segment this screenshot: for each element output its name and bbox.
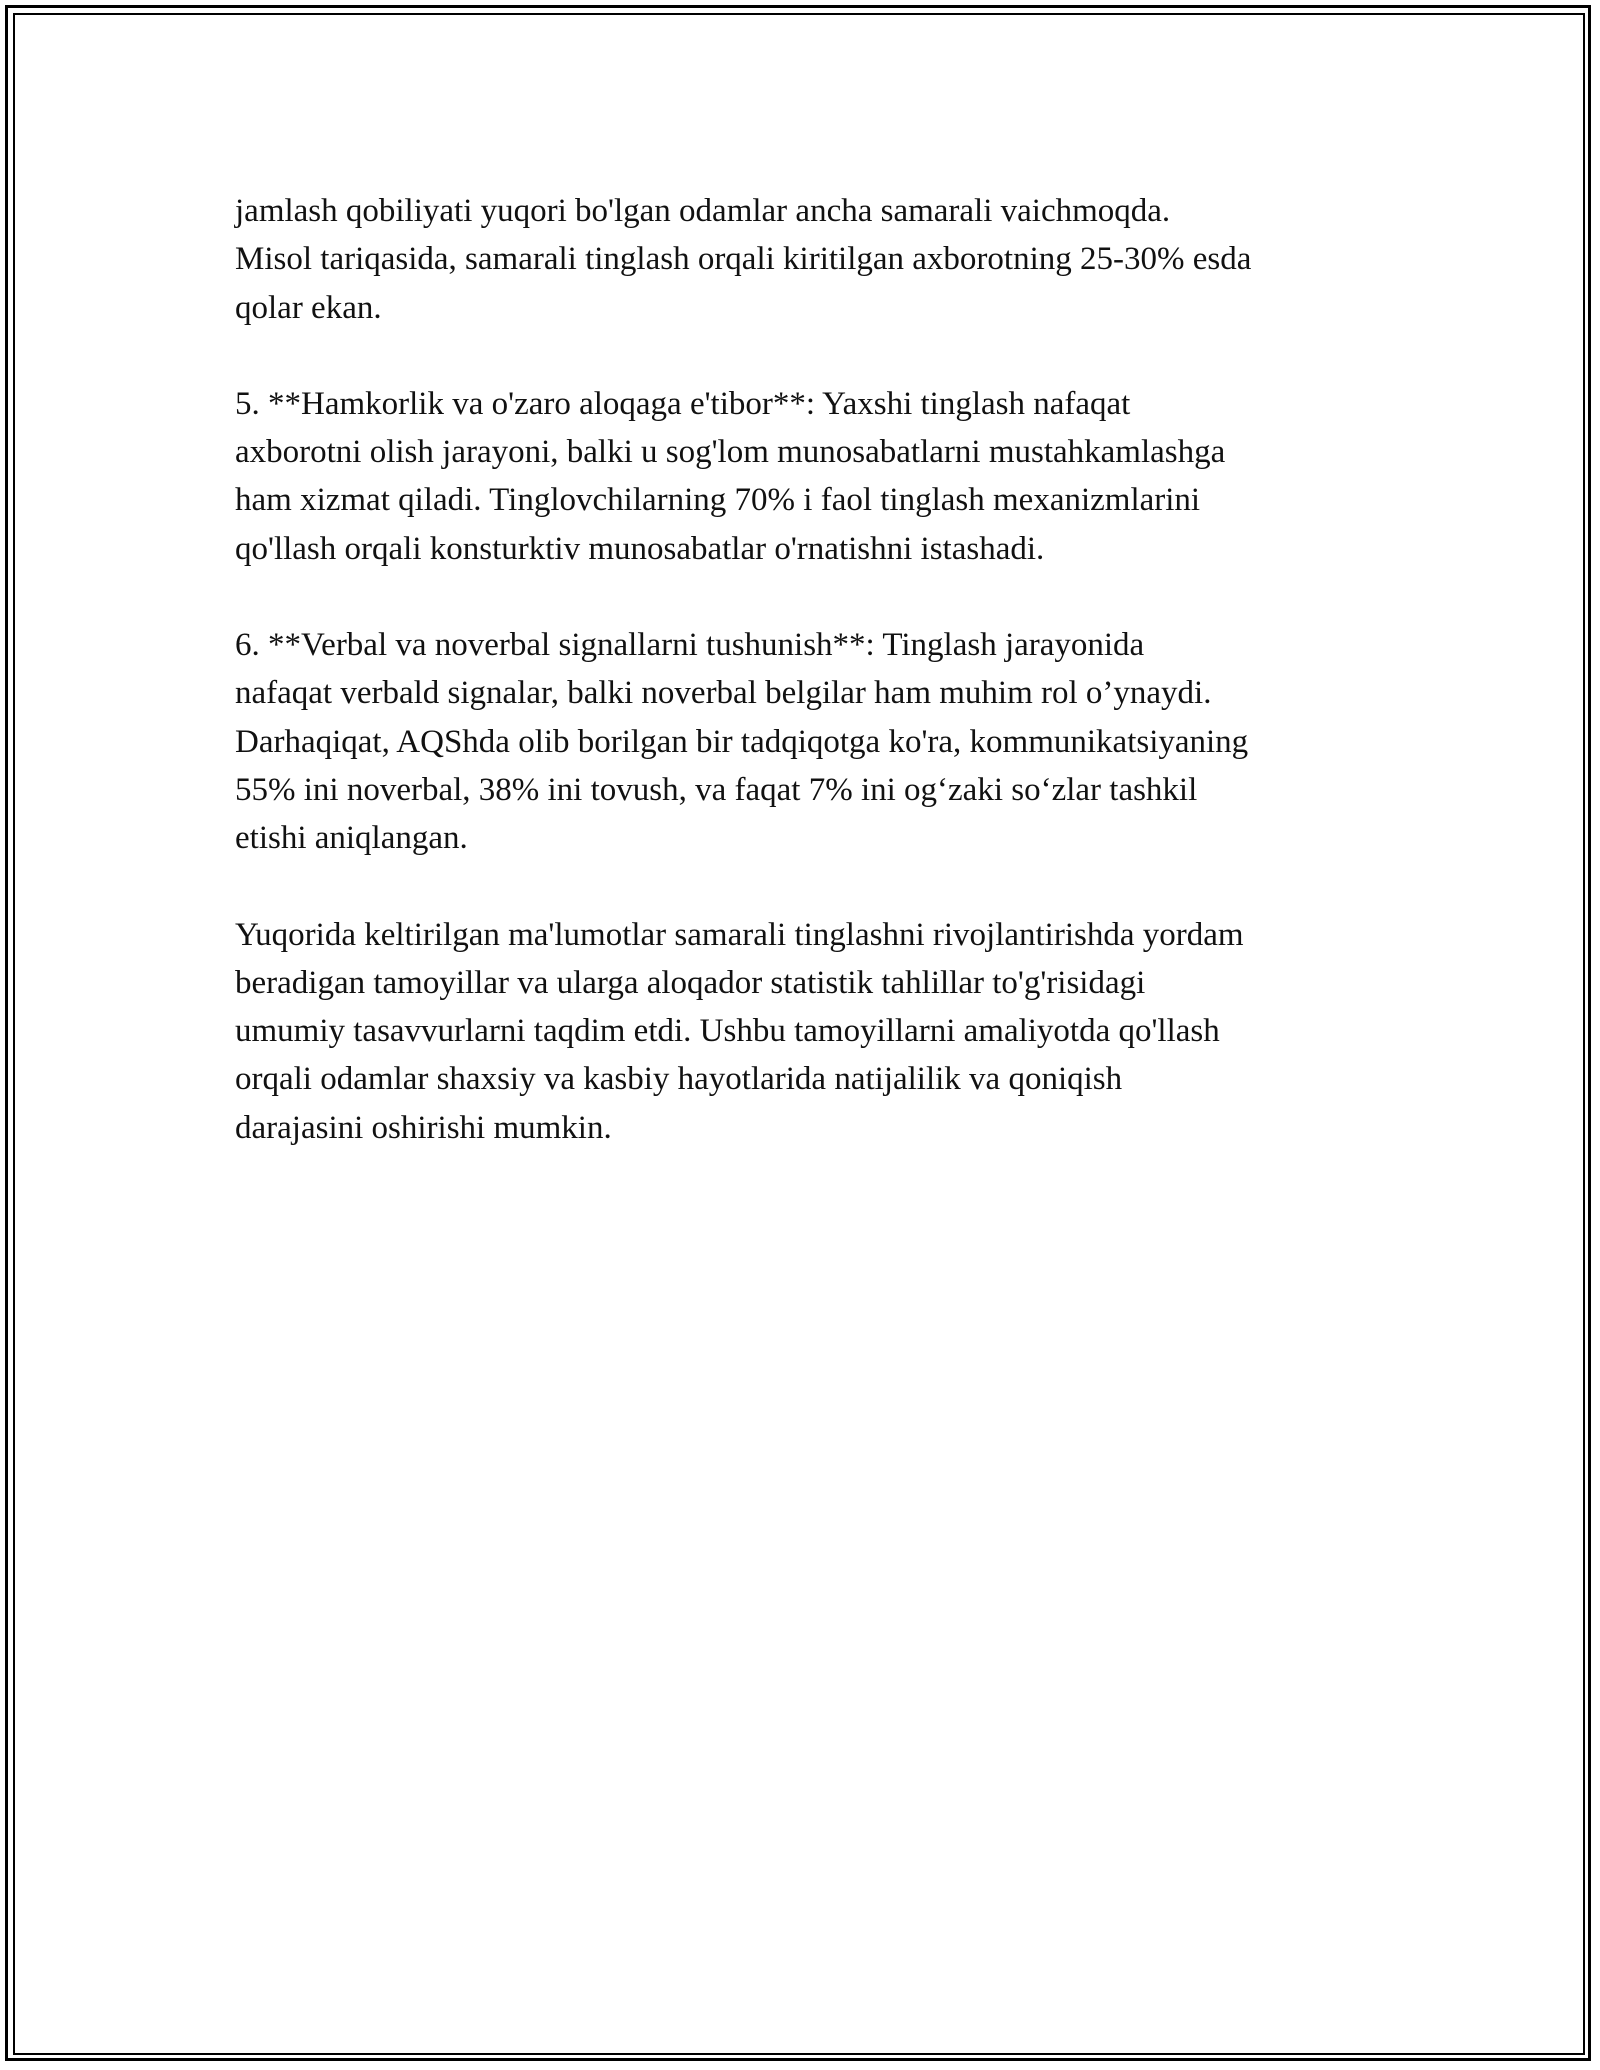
- text-line: Darhaqiqat, AQShda olib borilgan bir tadqiqotga ko'ra, kommunikatsiyaning: [235, 723, 1249, 760]
- paragraph-continuation: [235, 187, 1395, 332]
- text-line: nafaqat verbald signalar, balki noverbal belgilar ham muhim rol o’ynaydi.: [235, 675, 1212, 712]
- text-line: ham xizmat qiladi. Tinglovchilarning 70% i faol tinglash mexanizmlarini: [235, 482, 1201, 519]
- text-line: darajasini oshirishi mumkin.: [235, 1109, 612, 1146]
- text-line: etishi aniqlangan.: [235, 820, 468, 857]
- text-line: 55% ini noverbal, 38% ini tovush, va faqat 7% ini og‘zaki so‘zlar tashkil: [235, 771, 1198, 808]
- text-line: axborotni olish jarayoni, balki u sog'lom munosabatlarni mustahkamlashga: [235, 434, 1226, 471]
- text-line: qo'llash orqali konsturktiv munosabatlar o'rnatishni istashadi.: [235, 530, 1045, 567]
- text-line: orqali odamlar shaxsiy va kasbiy hayotlarida natijalilik va qoniqish: [235, 1061, 1123, 1098]
- text-line: jamlash qobiliyati yuqori bo'lgan odamlar ancha samarali vaichmoqda.: [235, 193, 1171, 229]
- paragraph-item-5: [235, 380, 1395, 573]
- paragraph-conclusion: [235, 911, 1395, 1152]
- text-line: umumiy tasavvurlarni taqdim etdi. Ushbu tamoyillarni amaliyotda qo'llash: [235, 1013, 1220, 1050]
- document-body: [235, 187, 1395, 1200]
- text-line: 6. **Verbal va noverbal signallarni tushunish**: Tinglash jarayonida: [235, 627, 1145, 664]
- paragraph-item-6: [235, 621, 1395, 862]
- text-line: Misol tariqasida, samarali tinglash orqali kiritilgan axborotning 25-30% esda: [235, 241, 1252, 278]
- text-line: 5. **Hamkorlik va o'zaro aloqaga e'tibor**: Yaxshi tinglash nafaqat: [235, 385, 1131, 422]
- text-line: Yuqorida keltirilgan ma'lumotlar samarali tinglashni rivojlantirishda yordam: [235, 916, 1244, 953]
- text-line: qolar ekan.: [235, 289, 382, 326]
- text-line: beradigan tamoyillar va ularga aloqador statistik tahlillar to'g'risidagi: [235, 964, 1146, 1001]
